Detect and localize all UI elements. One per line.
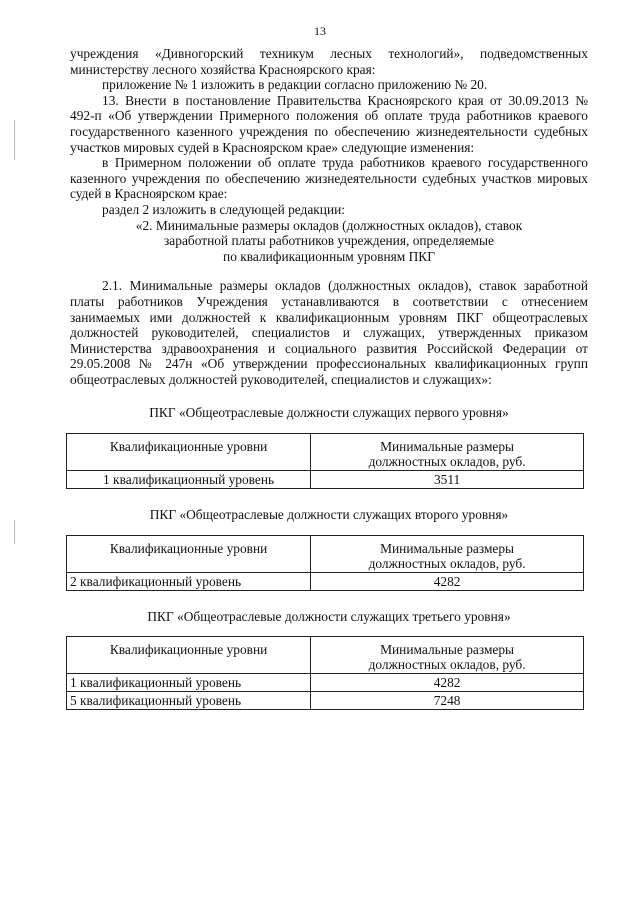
cell-salary: 4282 — [311, 674, 584, 692]
header-salary — [311, 637, 584, 674]
paragraph-regulation: в Примерном положении об оплате труда работников краевого государственного казенного учреждения по обеспечению жизнедеятельности судебных участков мировых судей в Красноярском крае: — [70, 155, 588, 202]
document-body — [70, 46, 588, 710]
scan-edge-mark — [14, 120, 15, 160]
table-header-row — [67, 637, 584, 674]
header-salary-line-2: должностных окладов, руб. — [368, 454, 526, 470]
salary-table-second-level — [66, 535, 584, 591]
header-levels: Квалификационные уровни — [67, 637, 311, 674]
cell-salary: 4282 — [311, 572, 584, 590]
table-row — [67, 572, 584, 590]
scan-edge-mark — [14, 520, 15, 544]
cell-salary: 7248 — [311, 692, 584, 710]
paragraph-item-13: 13. Внести в постановление Правительства Красноярского края от 30.09.2013 № 492-п «Об утверждении Примерного положения об оплате труда работников краевого государственного казенного учреждения по обеспечению жизнедеятельности судебных участков мировых судей в Красноярском крае» следующие изменения: — [70, 92, 588, 155]
header-salary — [311, 434, 584, 471]
table-title-first-level: ПКГ «Общеотраслевые должности служащих первого уровня» — [149, 405, 509, 421]
cell-level: 2 квалификационный уровень — [67, 572, 311, 590]
paragraph-institution: учреждения «Дивногорский техникум лесных технологий», подведомственных министерству лесного хозяйства Красноярского края: — [70, 46, 588, 77]
paragraph-section-intro: раздел 2 изложить в следующей редакции: — [102, 201, 346, 217]
header-levels: Квалификационные уровни — [67, 535, 311, 572]
header-salary-line-1: Минимальные размеры — [380, 540, 515, 556]
table-row — [67, 692, 584, 710]
paragraph-2-1: 2.1. Минимальные размеры окладов (должностных окладов), ставок заработной платы работников Учреждения устанавливаются в соответствии с отнесением занимаемых ими должностей к квалификационным уровням ПКГ общеотраслевых должностей руководителей, специалистов и служащих, утвержденных приказом Министерства здравоохранения и социального развития Российской Федерации от 29.05.2008 № 247н «Об утверждении профессиональных квалификационных групп общеотраслевых должностей руководителей, специалистов и служащих»: — [70, 278, 588, 387]
table-title-third-level: ПКГ «Общеотраслевые должности служащих третьего уровня» — [147, 608, 511, 624]
table-row — [67, 674, 584, 692]
header-salary-line-1: Минимальные размеры — [380, 642, 515, 658]
cell-level: 5 квалификационный уровень — [67, 692, 311, 710]
cell-level: 1 квалификационный уровень — [67, 471, 311, 489]
paragraph-appendix: приложение № 1 изложить в редакции согласно приложению № 20. — [102, 77, 488, 93]
salary-table-first-level — [66, 433, 584, 489]
cell-salary: 3511 — [311, 471, 584, 489]
section-heading-line-3: по квалификационным уровням ПКГ — [223, 248, 435, 264]
cell-level: 1 квалификационный уровень — [67, 674, 311, 692]
table-header-row — [67, 434, 584, 471]
header-salary — [311, 535, 584, 572]
header-salary-line-1: Минимальные размеры — [380, 439, 515, 455]
page-number: 13 — [314, 24, 326, 38]
header-levels: Квалификационные уровни — [67, 434, 311, 471]
table-title-second-level: ПКГ «Общеотраслевые должности служащих второго уровня» — [149, 507, 509, 523]
table-row — [67, 471, 584, 489]
salary-table-third-level — [66, 636, 584, 710]
header-salary-line-2: должностных окладов, руб. — [368, 555, 526, 571]
section-heading-line-1: «2. Минимальные размеры окладов (должностных окладов), ставок — [135, 217, 523, 233]
header-salary-line-2: должностных окладов, руб. — [368, 657, 526, 673]
table-header-row — [67, 535, 584, 572]
section-heading-line-2: заработной платы работников учреждения, определяемые — [164, 233, 494, 249]
